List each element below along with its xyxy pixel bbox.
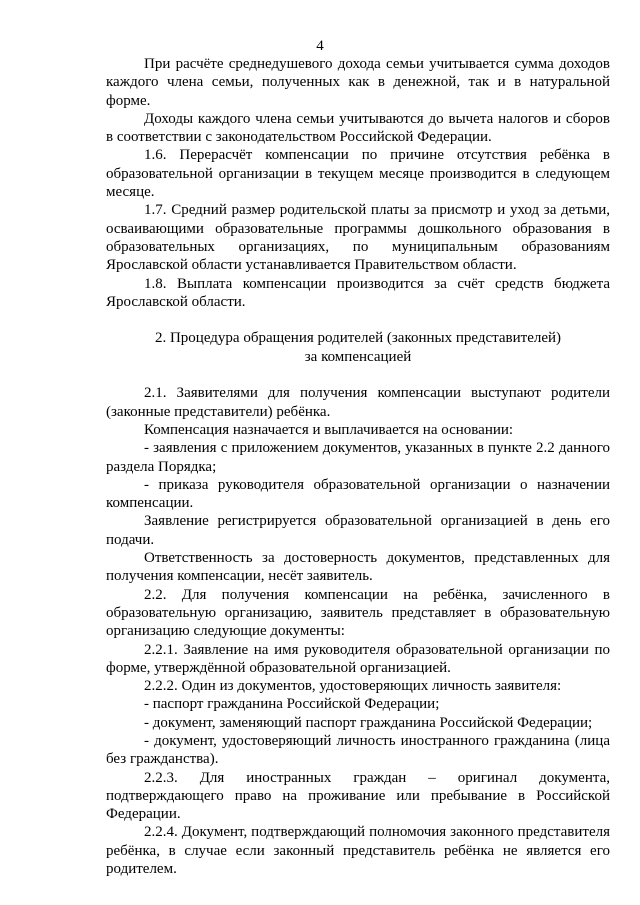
list-item: - документ, удостоверяющий личность иностранного гражданина (лица без гражданства). bbox=[106, 732, 610, 768]
paragraph: 2.2.3. Для иностранных граждан – оригинал документа, подтверждающего право на проживание или пребывание в Российской Федерации. bbox=[106, 769, 610, 823]
document-body bbox=[106, 55, 610, 878]
paragraph: Компенсация назначается и выплачивается на основании: bbox=[144, 421, 514, 438]
paragraph: Ответственность за достоверность документов, представленных для получения компенсации, несёт заявитель. bbox=[106, 550, 610, 585]
section-heading-line-2: за компенсацией bbox=[304, 348, 412, 365]
paragraph: При расчёте среднедушевого дохода семьи учитывается сумма доходов каждого члена семьи, полученных как в денежной, так и в натуральной форме. bbox=[106, 56, 610, 109]
paragraph: 2.1. Заявителями для получения компенсации выступают родители (законные представители) ребёнка. bbox=[106, 385, 610, 420]
list-item: - паспорт гражданина Российской Федерации; bbox=[144, 696, 440, 713]
paragraph: 1.8. Выплата компенсации производится за счёт средств бюджета Ярославской области. bbox=[106, 275, 610, 310]
section-heading-line-1: 2. Процедура обращения родителей (законных представителей) bbox=[154, 330, 562, 347]
paragraph: 2.2. Для получения компенсации на ребёнка, зачисленного в образовательную организацию, заявитель представляет в образовательную организацию следующие документы: bbox=[106, 586, 610, 640]
paragraph: Доходы каждого члена семьи учитываются до вычета налогов и сборов в соответствии с законодательством Российской Федерации. bbox=[106, 110, 610, 146]
list-item: - приказа руководителя образовательной организации о назначении компенсации. bbox=[106, 476, 610, 512]
page-number: 4 bbox=[316, 38, 324, 54]
spacer bbox=[106, 311, 610, 329]
paragraph: 2.2.2. Один из документов, удостоверяющих личность заявителя: bbox=[144, 678, 562, 695]
paragraph: 1.7. Средний размер родительской платы за присмотр и уход за детьми, осваивающими образовательные программы дошкольного образования в образовательных организациях, по муниципальным образованиям Ярославской области устанавливается Правительством области. bbox=[106, 202, 610, 274]
paragraph: 1.6. Перерасчёт компенсации по причине отсутствия ребёнка в образовательной организации в текущем месяце производится в следующем месяце. bbox=[106, 147, 610, 201]
list-item: - заявления с приложением документов, указанных в пункте 2.2 данного раздела Порядка; bbox=[106, 440, 610, 475]
paragraph: Заявление регистрируется образовательной организацией в день его подачи. bbox=[106, 513, 610, 548]
paragraph: 2.2.1. Заявление на имя руководителя образовательной организации по форме, утверждённой образовательной организацией. bbox=[106, 641, 610, 676]
list-item: - документ, заменяющий паспорт гражданина Российской Федерации; bbox=[144, 714, 593, 731]
paragraph: 2.2.4. Документ, подтверждающий полномочия законного представителя ребёнка, в случае если законный представитель ребёнка не является его родителем. bbox=[106, 824, 610, 878]
spacer bbox=[106, 366, 610, 384]
